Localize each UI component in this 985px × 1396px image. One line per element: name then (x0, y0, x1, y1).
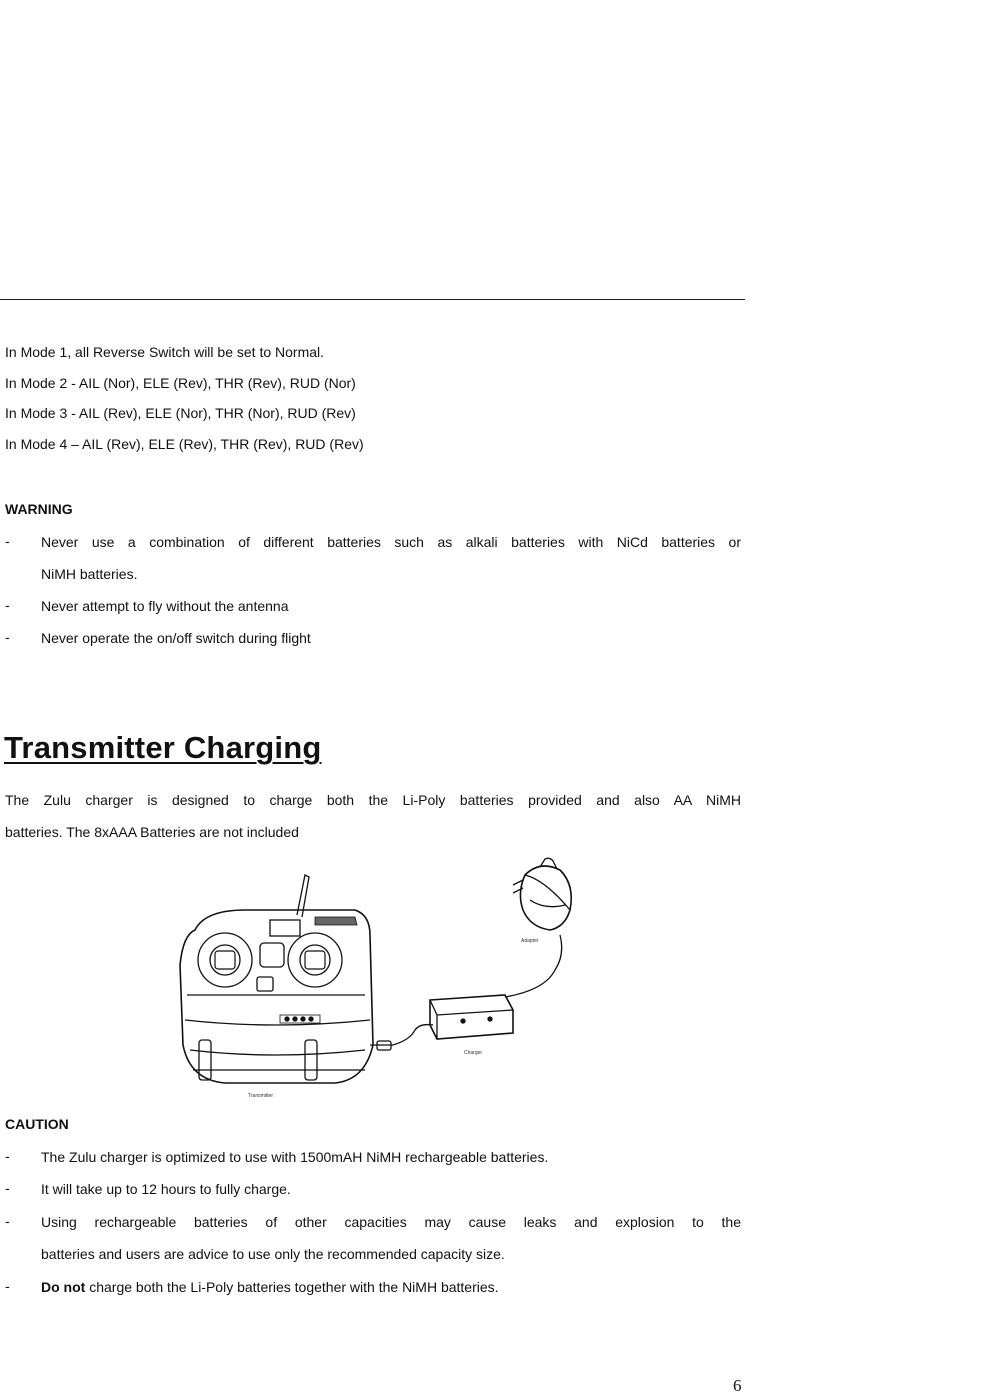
warning-heading: WARNING (5, 501, 73, 517)
bullet-dash: - (5, 1278, 10, 1294)
bullet-dash: - (5, 1213, 10, 1229)
charging-figure (165, 855, 595, 1105)
warning-item-1-line-2: NiMH batteries. (41, 566, 138, 582)
section-title: Transmitter Charging (4, 730, 322, 765)
transmitter-label: Transmitter (248, 1093, 274, 1099)
page-number: 6 (733, 1376, 742, 1395)
caution-heading: CAUTION (5, 1116, 69, 1132)
caution-item-2: It will take up to 12 hours to fully charge. (41, 1181, 291, 1197)
bullet-dash: - (5, 1148, 10, 1164)
mode-2-text: In Mode 2 - AIL (Nor), ELE (Rev), THR (Rev), RUD (Nor) (5, 375, 356, 391)
charger-icon (430, 995, 513, 1039)
warning-item-3: Never operate the on/off switch during flight (41, 630, 311, 646)
section-paragraph-line-2: batteries. The 8xAAA Batteries are not included (5, 824, 299, 840)
caution-item-3-line-1: Using rechargeable batteries of other capacities may cause leaks and explosion to the (41, 1214, 741, 1230)
charging-figure-drawing (165, 855, 595, 1105)
caution-item-4-rest: charge both the Li-Poly batteries together with the NiMH batteries. (85, 1279, 499, 1295)
warning-item-1-line-1: Never use a combination of different batteries such as alkali batteries with NiCd batteries or (41, 534, 741, 550)
transmitter-icon (180, 875, 373, 1083)
bullet-dash: - (5, 629, 10, 645)
adapter-icon (513, 858, 571, 930)
bullet-dash: - (5, 597, 10, 613)
horizontal-rule (0, 299, 745, 300)
bullet-dash: - (5, 533, 10, 549)
warning-item-2: Never attempt to fly without the antenna (41, 598, 289, 614)
bullet-dash: - (5, 1180, 10, 1196)
caution-item-1: The Zulu charger is optimized to use with 1500mAH NiMH rechargeable batteries. (41, 1149, 549, 1165)
mode-4-text: In Mode 4 – AIL (Rev), ELE (Rev), THR (Rev), RUD (Rev) (5, 436, 364, 452)
mode-3-text: In Mode 3 - AIL (Rev), ELE (Nor), THR (Nor), RUD (Rev) (5, 405, 356, 421)
caution-item-3-line-2: batteries and users are advice to use only the recommended capacity size. (41, 1246, 505, 1262)
charger-label: Charger (464, 1050, 483, 1056)
mode-1-text: In Mode 1, all Reverse Switch will be set to Normal. (5, 344, 325, 360)
caution-item-4-emphasis: Do not (41, 1279, 86, 1295)
section-paragraph-line-1: The Zulu charger is designed to charge both the Li-Poly batteries provided and also AA NiMH (5, 792, 741, 808)
adapter-label: Adapter (521, 938, 539, 944)
caution-item-4 (41, 1278, 499, 1296)
